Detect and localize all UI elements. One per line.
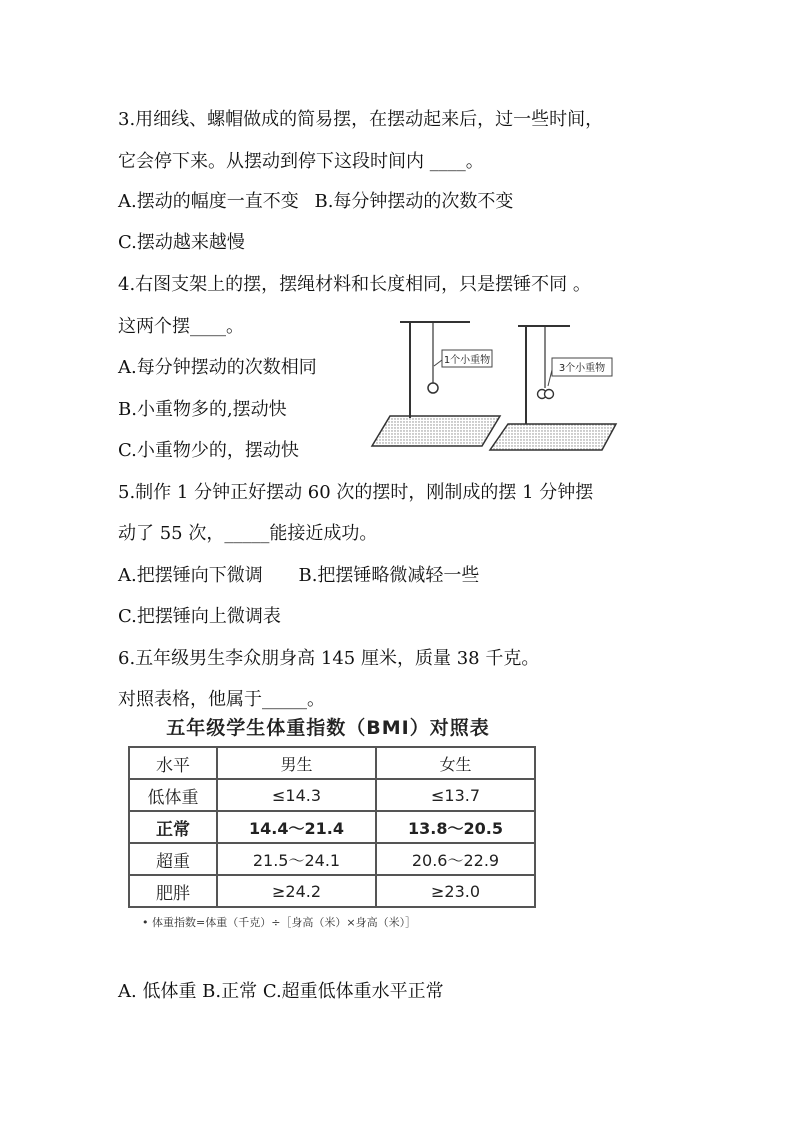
row-level: 肥胖 xyxy=(129,875,217,907)
bmi-table xyxy=(128,746,536,908)
q4-stem-line2: 这两个摆____。 xyxy=(118,316,244,337)
row-level: 正常 xyxy=(129,811,217,843)
table-row xyxy=(129,811,535,843)
row-girls: ≥23.0 xyxy=(376,875,535,907)
row-boys: ≤14.3 xyxy=(217,779,376,811)
bmi-table-title: 五年级学生体重指数（BMI）对照表 xyxy=(166,717,490,739)
q5-stem-line1: 5.制作 1 分钟正好摆动 60 次的摆时，刚制成的摆 1 分钟摆 xyxy=(118,482,594,503)
q6-stem-line1: 6.五年级男生李众朋身高 145 厘米，质量 38 千克。 xyxy=(118,648,540,669)
q3-option-c: C.摆动越来越慢 xyxy=(118,232,245,253)
table-row xyxy=(129,875,535,907)
table-row xyxy=(129,843,535,875)
pendulum-figure xyxy=(370,316,618,456)
q6-stem-line2: 对照表格，他属于_____。 xyxy=(118,689,325,710)
row-boys: 21.5～24.1 xyxy=(217,843,376,875)
q5-options-ab xyxy=(118,564,479,588)
q5-option-b: B.把摆锤略微减轻一些 xyxy=(298,565,480,586)
header-boys: 男生 xyxy=(217,747,376,779)
header-level: 水平 xyxy=(129,747,217,779)
table-row xyxy=(129,779,535,811)
q5-option-c: C.把摆锤向上微调表 xyxy=(118,606,281,627)
q6-options: A. 低体重 B.正常 C.超重低体重水平正常 xyxy=(118,981,444,1002)
row-level: 低体重 xyxy=(129,779,217,811)
table-header-row xyxy=(129,747,535,779)
row-girls: ≤13.7 xyxy=(376,779,535,811)
left-weight-label: 1个小重物 xyxy=(443,355,491,366)
row-girls: 20.6～22.9 xyxy=(376,843,535,875)
left-stand-base xyxy=(372,416,500,446)
q5-stem-line2: 动了 55 次，_____能接近成功。 xyxy=(118,523,378,544)
q3-option-a: A.摆动的幅度一直不变 xyxy=(118,191,299,212)
q5-option-a: A.把摆锤向下微调 xyxy=(118,565,263,586)
right-pendulum-bob-2 xyxy=(545,390,554,399)
row-boys: 14.4～21.4 xyxy=(217,811,376,843)
q3-option-b: B.每分钟摆动的次数不变 xyxy=(314,191,514,212)
pendulum-drawing xyxy=(370,316,618,456)
right-weight-label: 3个小重物 xyxy=(558,363,606,374)
header-girls: 女生 xyxy=(376,747,535,779)
q4-option-c: C.小重物少的，摆动快 xyxy=(118,440,299,461)
q3-options-ab xyxy=(118,190,513,214)
row-boys: ≥24.2 xyxy=(217,875,376,907)
row-level: 超重 xyxy=(129,843,217,875)
bmi-table-section xyxy=(118,713,538,930)
bmi-formula-note: • 体重指数=体重（千克）÷［身高（米）×身高（米）］ xyxy=(142,916,417,929)
q4-option-a: A.每分钟摆动的次数相同 xyxy=(118,357,317,378)
q3-stem-line2: 它会停下来。从摆动到停下这段时间内 ____。 xyxy=(118,151,484,172)
left-pendulum-bob xyxy=(428,383,438,393)
q4-stem-line1: 4.右图支架上的摆，摆绳材料和长度相同，只是摆锤不同 。 xyxy=(118,274,591,295)
right-stand-base xyxy=(490,424,616,450)
q3-stem-line1: 3.用细线、螺帽做成的简易摆，在摆动起来后，过一些时间， xyxy=(118,109,604,130)
row-girls: 13.8～20.5 xyxy=(376,811,535,843)
q4-option-b: B.小重物多的,摆动快 xyxy=(118,399,287,420)
